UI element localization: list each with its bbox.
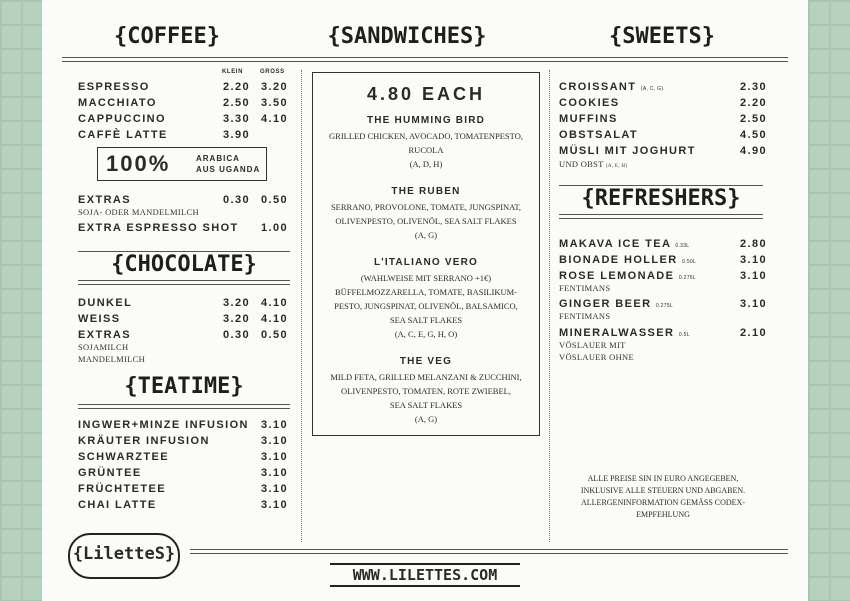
sandwich-name: THE VEG bbox=[399, 356, 453, 367]
website-link[interactable] bbox=[330, 563, 520, 587]
menu-item: EXTRAS 0.30 0.50 bbox=[78, 329, 288, 341]
menu-item: DUNKEL 3.20 4.10 bbox=[78, 297, 288, 309]
chocolate-heading: {CHOCOLATE} bbox=[78, 252, 290, 277]
tile-wall-right bbox=[808, 0, 850, 601]
sandwich-allergens: (A, G) bbox=[414, 414, 438, 424]
menu-item: ESPRESSO 2.20 3.20 bbox=[78, 81, 288, 93]
sandwich-desc: OLIVENPESTO, TOMATEN, ROTE ZWIEBEL, bbox=[341, 386, 511, 396]
refresher-note: FENTIMANS bbox=[559, 283, 611, 293]
website-url: WWW.LILETTES.COM bbox=[352, 566, 498, 584]
menu-item: FRÜCHTETEE 3.10 bbox=[78, 483, 288, 495]
menu-item: CAFFÈ LATTE 3.90 bbox=[78, 129, 250, 141]
legal-note: ALLE PREISE SIN IN EURO ANGEGEBEN, bbox=[587, 474, 739, 483]
sandwich-name: L'ITALIANO VERO bbox=[373, 257, 479, 268]
menu-item: MINERALWASSER 0.5L 2.10 bbox=[559, 327, 767, 339]
menu-item: KRÄUTER INFUSION 3.10 bbox=[78, 435, 288, 447]
chocolate-note: MANDELMILCH bbox=[78, 354, 146, 364]
sandwich-desc: (WAHLWEISE MIT SERRANO +1€) bbox=[360, 273, 492, 283]
tile-wall-left bbox=[0, 0, 42, 601]
legal-note: INKLUSIVE ALLE STEUERN UND ABGABEN. bbox=[580, 486, 746, 495]
badge-line2: AUS UGANDA bbox=[196, 165, 261, 174]
sandwich-desc: SEA SALT FLAKES bbox=[389, 400, 463, 410]
size-large-label: GROSS bbox=[260, 69, 285, 75]
sweets-heading: {SWEETS} bbox=[609, 24, 715, 49]
sandwich-desc: BÜFFELMOZZARELLA, TOMATE, BASILIKUM- bbox=[335, 287, 517, 297]
header-rule bbox=[62, 57, 788, 62]
refreshers-heading: {REFRESHERS} bbox=[559, 186, 763, 211]
menu-item: WEISS 3.20 4.10 bbox=[78, 313, 288, 325]
sandwich-desc: GRILLED CHICKEN, AVOCADO, TOMATENPESTO, bbox=[329, 131, 523, 141]
menu-item: CAPPUCCINO 3.30 4.10 bbox=[78, 113, 288, 125]
coffee-heading: {COFFEE} bbox=[114, 24, 220, 49]
menu-item: MÜSLI MIT JOGHURT 4.90 bbox=[559, 145, 767, 157]
sandwich-desc: MILD FETA, GRILLED MELANZANI & ZUCCHINI, bbox=[330, 372, 522, 382]
sandwich-desc: OLIVENPESTO, OLIVENÖL, SEA SALT FLAKES bbox=[335, 216, 517, 226]
sandwich-allergens: (A, D, H) bbox=[409, 159, 443, 169]
legal-note: ALLERGENINFORMATION GEMÄSS CODEX- bbox=[581, 498, 745, 507]
rule-line bbox=[78, 404, 290, 409]
sandwiches-heading: {SANDWICHES} bbox=[327, 24, 487, 49]
teatime-heading: {TEATIME} bbox=[124, 374, 244, 399]
logo-wordmark: {LiletteS} bbox=[72, 544, 176, 564]
sandwich-name: THE RUBEN bbox=[391, 186, 461, 197]
menu-board bbox=[42, 0, 808, 601]
arabica-badge bbox=[97, 147, 267, 181]
column-divider-left bbox=[301, 70, 302, 542]
refresher-note: VÖSLAUER OHNE bbox=[559, 352, 634, 362]
sandwich-allergens: (A, G) bbox=[414, 230, 438, 240]
chocolate-note: SOJAMILCH bbox=[78, 342, 129, 352]
menu-item: ROSE LEMONADE 0.275L 3.10 bbox=[559, 270, 767, 282]
menu-item: BIONADE HOLLER 0.50L 3.10 bbox=[559, 254, 767, 266]
menu-item: EXTRA ESPRESSO SHOT 1.00 bbox=[78, 222, 288, 234]
sandwich-name: THE HUMMING BIRD bbox=[366, 115, 486, 126]
refresher-note: VÖSLAUER MIT bbox=[559, 340, 626, 350]
sandwich-desc: RUCOLA bbox=[408, 145, 444, 155]
badge-line1: ARABICA bbox=[196, 154, 240, 163]
lilettes-logo bbox=[68, 533, 180, 579]
column-divider-right bbox=[549, 70, 550, 542]
sandwich-desc: SERRANO, PROVOLONE, TOMATE, JUNGSPINAT, bbox=[330, 202, 522, 212]
menu-item: OBSTSALAT 4.50 bbox=[559, 129, 767, 141]
legal-note: EMPFEHLUNG bbox=[636, 510, 690, 519]
menu-item: CHAI LATTE 3.10 bbox=[78, 499, 288, 511]
rule-line bbox=[559, 214, 763, 219]
menu-item: EXTRAS 0.30 0.50 bbox=[78, 194, 288, 206]
refresher-note: FENTIMANS bbox=[559, 311, 611, 321]
menu-item: MUFFINS 2.50 bbox=[559, 113, 767, 125]
sandwich-allergens: (A, C, E, G, H, O) bbox=[394, 329, 458, 339]
muesli-note: UND OBST (A, E, H) bbox=[559, 159, 628, 169]
badge-percent: 100% bbox=[106, 151, 171, 176]
footer-rule bbox=[190, 549, 788, 554]
sandwich-desc: PESTO, JUNGSPINAT, OLIVENÖL, BALSAMICO, bbox=[334, 301, 518, 311]
menu-item: MAKAVA ICE TEA 0.33L 2.80 bbox=[559, 238, 767, 250]
sandwich-desc: SEA SALT FLAKES bbox=[389, 315, 463, 325]
size-small-label: KLEIN bbox=[222, 69, 243, 75]
menu-item: SCHWARZTEE 3.10 bbox=[78, 451, 288, 463]
menu-item: GINGER BEER 0.275L 3.10 bbox=[559, 298, 767, 310]
menu-item: INGWER+MINZE INFUSION 3.10 bbox=[78, 419, 288, 431]
rule-line bbox=[78, 280, 290, 285]
menu-item: GRÜNTEE 3.10 bbox=[78, 467, 288, 479]
menu-item: COOKIES 2.20 bbox=[559, 97, 767, 109]
sandwich-price: 4.80 EACH bbox=[366, 84, 486, 104]
menu-item: MACCHIATO 2.50 3.50 bbox=[78, 97, 288, 109]
menu-item: CROISSANT (A, C, G) 2.30 bbox=[559, 81, 767, 93]
extras-note: SOJA- ODER MANDELMILCH bbox=[78, 207, 199, 217]
